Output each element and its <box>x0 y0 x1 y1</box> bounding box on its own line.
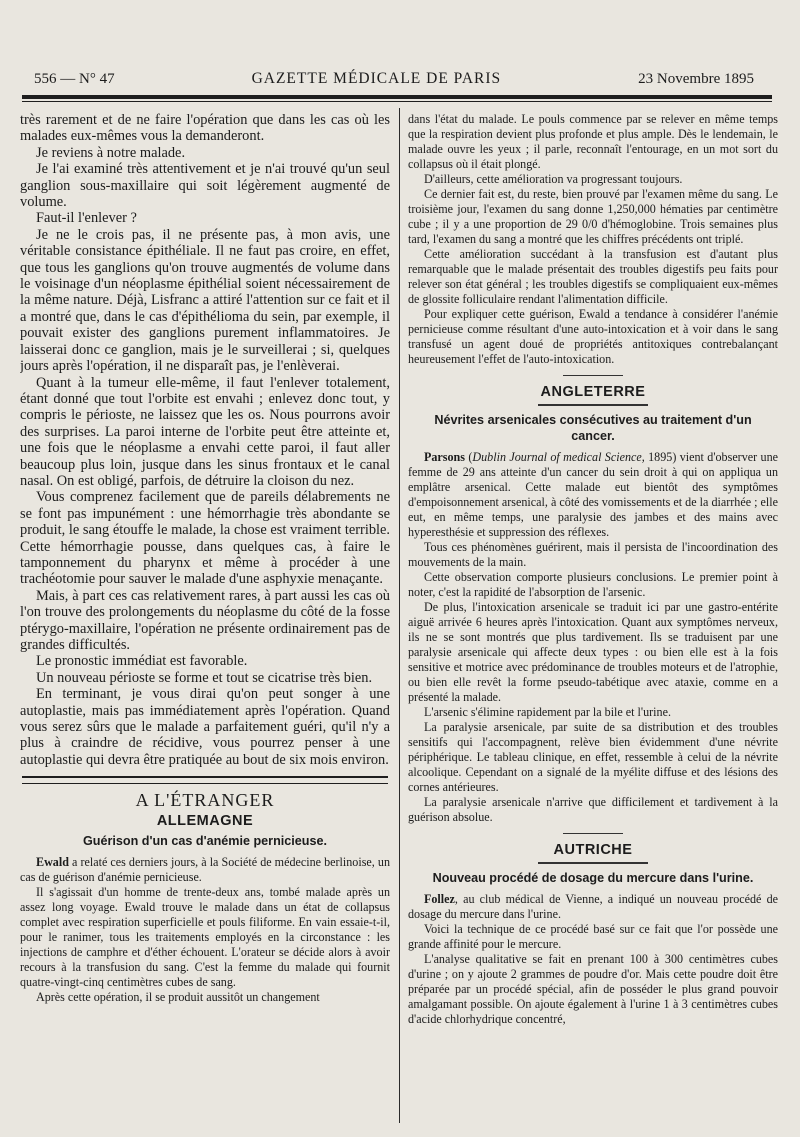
paragraph: Tous ces phénomènes guérirent, mais il persista de l'incoordination des mouvements de la main. <box>408 540 778 569</box>
article-continuation <box>408 112 778 367</box>
journal-name: Dublin Journal of medical Science, <box>472 450 645 464</box>
paragraph: Le pronostic immédiat est favorable. <box>36 653 248 670</box>
paragraph <box>408 892 778 922</box>
country-heading: AUTRICHE <box>553 842 633 858</box>
paragraph: Faut-il l'enlever ? <box>36 210 137 227</box>
country-heading: ANGLETERRE <box>540 384 646 400</box>
paragraph: L'arsenic s'élimine rapidement par la bile et l'urine. <box>424 705 671 719</box>
article-title: Nouveau procédé de dosage du mercure dans l'urine. <box>432 871 754 885</box>
right-column <box>408 112 778 1127</box>
journal-year: 1895) <box>644 450 677 464</box>
paragraph: Voici la technique de ce procédé basé sur ce fait que l'or possède une grande affinité pour le mercure. <box>408 922 778 951</box>
author-name: Parsons <box>424 450 465 464</box>
paragraph: Vous comprenez facilement que de pareils délabrements ne se font pas impunément : une hémorrhagie très abondante se produit, le sang étouffe le malade, la chose est vraiment terrible. Cette hémorrhagie pousse, dans quelques cas, à faire le tamponnement du pharynx et même à procéder à une trachéotomie pour sauver le malade d'une asphyxie menaçante. <box>20 489 390 588</box>
paragraph: Ce dernier fait est, du reste, bien prouvé par l'examen même du sang. Le troisième jour, l'examen du sang donne 1,250,000 hématies par centimètre cube ; il y a une proportion de 29 0/0 d'hémoglobine. Trois semaines plus tard, l'examen du sang a montré que les chiffres précédents ont triplé. <box>408 187 778 246</box>
paragraph: Mais, à part ces cas relativement rares, à part aussi les cas où l'on trouve des prolongements du néoplasme du côté de la fosse ptérygo-maxillaire, l'opération ne présente ordinairement pas de grandes difficultés. <box>20 587 390 653</box>
header-rule-thin <box>22 101 772 102</box>
section-separator <box>22 776 388 784</box>
author-name: Follez <box>424 892 455 906</box>
paragraph: Je reviens à notre malade. <box>36 144 186 161</box>
paragraph: Il s'agissait d'un homme de trente-deux ans, tombé malade après un assez long voyage. Ewald trouve le malade dans un état de collapsus complet avec respiration superficielle et pouls filiforme. En vain essaie-t-il, pour le ranimer, tous les traitements employés en la circonstance : les injections de camphre et d'éther échouent. L'orateur se décide alors à avoir recours à la transfusion du sang. C'est la femme du malade qui fournit quatre-vingt-cinq centimètres cubes de sang. <box>20 885 390 990</box>
paragraph: L'analyse qualitative se fait en prenant 100 à 300 centimètres cubes d'urine ; on y ajoute 2 grammes de poudre d'or. Mais cette poudre doit être préparée par un procédé spécial, afin de posséder le plus grand pouvoir amalgamant possible. On ajoute également à l'urine 1 à 3 centimètres cubes d'acide chlorhydrique concentré, <box>408 952 778 1026</box>
paragraph: Je l'ai examiné très attentivement et je n'ai trouvé qu'un seul ganglion sous-maxillaire qui soit légèrement augmenté de volume. <box>20 161 390 211</box>
article-body <box>20 855 390 1005</box>
paragraph: dans l'état du malade. Le pouls commence par se relever en même temps que la respiration devient plus profonde et plus ample. Dès le lendemain, le malade ouvre les yeux ; il parle, reconnaît l'entourage, en un mot sort du collapsus où il était plongé. <box>408 112 778 171</box>
header-rule-thick <box>22 95 772 99</box>
paragraph: très rarement et de ne faire l'opération que dans les cas où les malades eux-mêmes vous la demanderont. <box>20 112 390 145</box>
paragraph: Après cette opération, il se produit aussitôt un changement <box>36 990 320 1005</box>
paragraph <box>20 855 390 885</box>
paragraph: La paralysie arsenicale n'arrive que difficilement et tardivement à la guérison absolue. <box>408 795 778 824</box>
author-name: Ewald <box>36 855 69 870</box>
lecture-continuation <box>20 112 390 768</box>
paragraph: Cette amélioration succédant à la transfusion est d'autant plus remarquable que le malade présentait des troubles digestifs peu faits pour relever son état général ; les troubles digestifs se compliquaient eux-mêmes de glossite folliculaire rendant l'alimentation difficile. <box>408 247 778 306</box>
heading-underline <box>538 404 648 406</box>
paragraph: Un nouveau périoste se forme et tout se cicatrise très bien. <box>36 669 373 686</box>
paragraph: La paralysie arsenicale, par suite de sa distribution et des troubles sensitifs qui l'accompagnent, relève bien évidemment d'une névrite périphérique. Le tableau clinique, en effet, ressemble à celui de la névrite alcoolique. Cependant on a signalé de la myélite diffuse et des lésions des cornes antérieures. <box>408 720 778 794</box>
paragraph: Parsons (Dublin Journal of medical Science, 1895) vient d'observer une femme de 29 ans atteinte d'un cancer du sein droit à qui on appliqua un emplâtre arsenical. Cette malade eut bientôt des symptômes d'empoisonnement arsenical, à côté des vomissements et de la diarrhée ; elle eut, en même temps, une paralysie des jambes et des mains avec hyperesthésie et suppression des réflexes. <box>408 450 778 539</box>
paragraph-text: , au club médical de Vienne, a indiqué un nouveau procédé de dosage du mercure dans l'urine. <box>408 892 778 921</box>
left-column <box>20 112 390 1127</box>
paragraph-text: a relaté ces derniers jours, à la Société de médecine berlinoise, un cas de guérison d'anémie pernicieuse. <box>20 855 390 885</box>
article-body <box>408 892 778 1027</box>
issue-date: 23 Novembre 1895 <box>638 70 754 87</box>
heading-underline <box>538 862 648 864</box>
paragraph: Je ne le crois pas, il ne présente pas, à mon avis, une véritable consistance épithéliale. Il ne faut pas croire, en effet, que tous les ganglions qu'on trouve augmentés de volume dans le voisinage d'un néoplasme épithélial soient nécessairement de la même nature. Déjà, Lisfranc a attiré l'attention sur ce fait et il a montré que, dans le cas d'épithélioma du sein, par exemple, il pouvait exister des ganglions purement inflammatoires. Je laisserai donc ce ganglion, mais je le surveillerai ; si, quelques jours après l'opération, il ne disparaît pas, je l'enlèverai. <box>20 226 390 375</box>
paragraph: Pour expliquer cette guérison, Ewald a tendance à considérer l'anémie pernicieuse comme résultant d'une auto-intoxication et à voir dans le sang transfusé un agent doué de propriétés antitoxiques contrebalançant heureusement l'effet de l'auto-intoxication. <box>408 307 778 366</box>
paragraph: En terminant, je vous dirai qu'on peut songer à une autoplastie, mais pas immédiatement après l'opération. Quand vous serez sûrs que le malade a parfaitement guéri, qu'il n'y a plus à craindre de récidive, vous pourrez penser à une autoplastie qui devra être pratiquée au bout de six mois environ. <box>20 686 390 768</box>
paragraph: Cette observation comporte plusieurs conclusions. Le premier point à noter, c'est la rapidité de l'absorption de l'arsenic. <box>408 570 778 599</box>
article-body <box>408 450 778 825</box>
paragraph: De plus, l'intoxication arsenicale se traduit ici par une gastro-entérite aiguë arrivée 6 heures après l'intoxication. Quant aux symptômes nerveux, ils ne se sont montrés que plus tardivement. Ils se traduisent par une paralysie arsenicale qui affecte deux types : ou bien elle est à la fois sensitive et motrice avec prédominance de troubles moteurs et de l'atrophie, ou bien elle revêt la forme pseudo-tabétique avec ataxie, comme en a présenté la malade. <box>408 600 778 704</box>
country-heading: ALLEMAGNE <box>156 813 254 830</box>
short-rule <box>563 833 623 834</box>
paragraph-text: vient d'observer une femme de 29 ans atteinte d'un cancer du sein droit à qui on appliqua un emplâtre arsenical. Cette malade eut bientôt des symptômes d'empoisonnement arsenical, à côté des vomissements et de la diarrhée ; elle eut, en même temps, une paralysie des jambes et des mains avec hyperesthésie et suppression des réflexes. <box>408 450 778 539</box>
article-title: Névrites arsenicales consécutives au traitement d'un cancer. <box>434 413 752 443</box>
short-rule <box>563 375 623 376</box>
paragraph: Quant à la tumeur elle-même, il faut l'enlever totalement, étant donné que tout l'orbite est envahi ; enlevez donc tout, y compris le périoste, ne laissez que les os. Nous pourrons avoir des surprises. La paroi interne de l'orbite peut être atteinte et, une fois que le néoplasme a envahi cette paroi, il faut aller beaucoup plus loin, jusque dans les sinus frontaux et le canal nasal. On est obligé, parfois, de détruire la cloison du nez. <box>20 374 390 489</box>
column-divider <box>399 108 400 1123</box>
page-header <box>34 66 754 92</box>
paragraph: D'ailleurs, cette amélioration va progressant toujours. <box>424 172 683 186</box>
journal-title: GAZETTE MÉDICALE DE PARIS <box>251 70 502 87</box>
page-number: 556 — N° 47 <box>34 70 115 87</box>
article-title: Guérison d'un cas d'anémie pernicieuse. <box>83 834 327 849</box>
section-title: A L'ÉTRANGER <box>135 790 275 811</box>
